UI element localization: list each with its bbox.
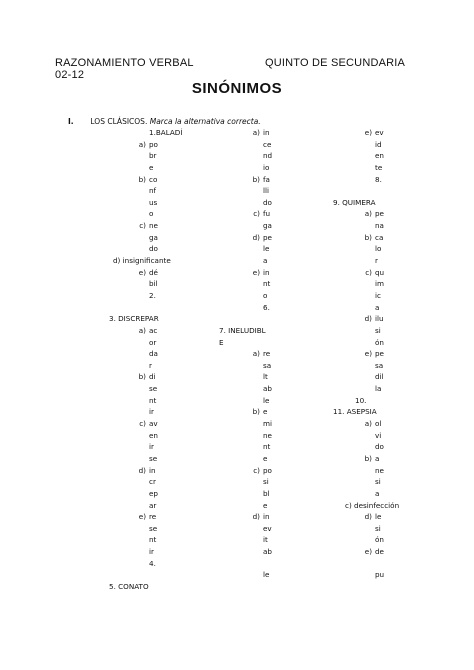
exercise-line xyxy=(263,290,272,302)
exercise-line xyxy=(139,220,182,232)
question-text: e xyxy=(149,162,154,172)
exercise-line xyxy=(375,255,399,267)
question-text: si xyxy=(375,523,381,533)
question-text: us xyxy=(149,197,158,207)
exercise-line xyxy=(375,185,399,197)
exercise-line xyxy=(263,488,272,500)
question-text: it xyxy=(263,535,268,545)
exercise-line xyxy=(219,325,272,337)
exercise-line xyxy=(149,395,182,407)
question-text: da xyxy=(149,349,158,359)
option-text-fragment: re xyxy=(263,349,271,359)
option-text-fragment: pe xyxy=(375,349,384,359)
exercise-line xyxy=(149,197,182,209)
exercise-line xyxy=(263,430,272,442)
option-letter: a) xyxy=(252,349,260,359)
exercise-line xyxy=(375,150,399,162)
question-text: id xyxy=(375,139,382,149)
exercise-line xyxy=(263,255,272,267)
exercise-line xyxy=(364,313,399,325)
option-letter: a) xyxy=(138,139,146,149)
question-text: r xyxy=(149,360,152,370)
exercise-line xyxy=(149,290,182,302)
exercise-line xyxy=(263,162,272,174)
exercise-line xyxy=(263,139,272,151)
exercise-column-3 xyxy=(333,127,400,581)
exercise-line xyxy=(263,453,272,465)
exercise-line xyxy=(375,325,399,337)
question-text: ga xyxy=(263,221,272,231)
question-text: r xyxy=(375,256,378,266)
question-text: c) desinfección xyxy=(345,500,400,510)
option-letter: d) xyxy=(364,314,372,324)
exercise-line xyxy=(109,313,182,325)
question-text: ir xyxy=(149,442,154,452)
exercise-line xyxy=(149,337,182,349)
option-letter: c) xyxy=(365,267,372,277)
question-text: ir xyxy=(149,407,154,417)
exercise-line xyxy=(149,441,182,453)
option-letter: c) xyxy=(253,465,260,475)
question-text: 10. xyxy=(355,395,367,405)
option-text-fragment: pe xyxy=(375,209,384,219)
option-letter: a) xyxy=(138,325,146,335)
option-letter: a) xyxy=(252,128,260,137)
question-text: ón xyxy=(375,535,384,545)
question-text: o xyxy=(149,209,154,219)
exercise-line xyxy=(263,546,272,558)
question-text: la xyxy=(375,384,382,394)
option-text-fragment: a xyxy=(375,453,380,463)
exercise-line xyxy=(364,348,399,360)
question-text: ab xyxy=(263,547,272,557)
exercise-line xyxy=(138,371,182,383)
exercise-line xyxy=(263,383,272,395)
exercise-line xyxy=(149,127,182,139)
question-text: te xyxy=(375,162,383,172)
option-text-fragment: fu xyxy=(263,209,271,219)
question-text: do xyxy=(263,197,272,207)
question-text: 1.BALADÍ xyxy=(149,128,183,137)
question-text: en xyxy=(149,430,158,440)
question-text: e xyxy=(263,500,268,510)
question-text: a xyxy=(375,302,380,312)
exercise-line xyxy=(149,185,182,197)
exercise-line xyxy=(253,208,272,220)
exercise-line xyxy=(333,406,399,418)
option-text-fragment: ol xyxy=(375,419,382,429)
question-text: a xyxy=(263,256,268,266)
question-text: E xyxy=(219,337,224,347)
question-text: 3. DISCREPAR xyxy=(109,314,159,324)
question-text: pu xyxy=(375,570,385,580)
option-letter: e) xyxy=(138,512,146,522)
option-letter: a) xyxy=(364,419,372,429)
option-letter: b) xyxy=(252,407,260,417)
exercise-line xyxy=(263,418,272,430)
exercise-line xyxy=(375,569,399,581)
question-text: nt xyxy=(149,535,157,545)
exercise-line xyxy=(219,337,272,349)
option-letter: d) xyxy=(252,512,260,522)
question-text: 11. ASEPSIA xyxy=(333,407,377,417)
exercise-line xyxy=(364,453,399,465)
exercise-line xyxy=(375,558,399,570)
exercise-line xyxy=(355,395,399,407)
question-text: nt xyxy=(263,442,271,452)
question-text: ic xyxy=(375,290,381,300)
question-text: si xyxy=(375,477,381,487)
exercise-line xyxy=(375,441,399,453)
question-text: le xyxy=(263,395,270,405)
question-text: ón xyxy=(375,337,384,347)
exercise-line xyxy=(149,302,182,314)
exercise-line xyxy=(149,500,182,512)
exercise-line xyxy=(375,139,399,151)
exercise-line xyxy=(113,255,182,267)
question-text: 7. INELUDIBL xyxy=(219,325,266,335)
option-letter: b) xyxy=(364,453,372,463)
exercise-line xyxy=(149,569,182,581)
question-text: cr xyxy=(149,477,156,487)
exercise-line xyxy=(139,418,182,430)
exercise-column-2 xyxy=(219,127,273,581)
exercise-line xyxy=(252,232,272,244)
exercise-line xyxy=(375,430,399,442)
exercise-line xyxy=(375,534,399,546)
option-letter: b) xyxy=(138,174,146,184)
question-text: le xyxy=(263,244,270,254)
exercise-line xyxy=(365,267,399,279)
exercise-line xyxy=(263,185,272,197)
option-text-fragment: ac xyxy=(149,325,158,335)
exercise-line xyxy=(149,406,182,418)
option-letter: d) xyxy=(364,512,372,522)
exercise-line xyxy=(375,174,399,186)
question-text: bil xyxy=(149,279,158,289)
exercise-line xyxy=(345,500,399,512)
exercise-line xyxy=(149,232,182,244)
question-text: br xyxy=(149,151,157,161)
option-text-fragment: in xyxy=(263,512,270,522)
exercise-line xyxy=(252,174,272,186)
question-text: or xyxy=(149,337,157,347)
header-subject: RAZONAMIENTO VERBAL xyxy=(55,57,194,69)
exercise-line xyxy=(263,534,272,546)
option-text-fragment: av xyxy=(149,419,158,429)
exercise-line xyxy=(263,313,272,325)
question-text: nd xyxy=(263,151,273,161)
option-text-fragment: re xyxy=(149,512,157,522)
header-code: 02-12 xyxy=(55,69,85,81)
exercise-line xyxy=(149,430,182,442)
question-text: ne xyxy=(263,430,272,440)
exercise-line xyxy=(138,325,182,337)
option-letter: c) xyxy=(253,209,260,219)
exercise-line xyxy=(263,243,272,255)
question-text: lo xyxy=(375,244,382,254)
exercise-column-1 xyxy=(109,127,183,593)
exercise-line xyxy=(138,174,182,186)
option-letter: b) xyxy=(252,174,260,184)
option-text-fragment: in xyxy=(263,267,270,277)
option-text-fragment: po xyxy=(149,139,158,149)
exercise-line xyxy=(263,569,272,581)
exercise-line xyxy=(263,278,272,290)
exercise-line xyxy=(149,558,182,570)
exercise-line xyxy=(375,220,399,232)
question-text: en xyxy=(375,151,384,161)
question-text: lt xyxy=(263,372,268,382)
question-text: se xyxy=(149,384,158,394)
exercise-line xyxy=(364,232,399,244)
exercise-line xyxy=(364,546,399,558)
question-text: io xyxy=(263,162,270,172)
question-text: bl xyxy=(263,488,270,498)
exercise-line xyxy=(375,383,399,395)
exercise-line xyxy=(375,488,399,500)
option-letter: d) xyxy=(252,232,260,242)
option-letter: b) xyxy=(138,372,146,382)
question-text: si xyxy=(375,325,381,335)
exercise-line xyxy=(375,243,399,255)
section-name: LOS CLÁSICOS. xyxy=(90,117,148,126)
exercise-line xyxy=(263,197,272,209)
question-text: 2. xyxy=(149,290,156,300)
exercise-line xyxy=(375,371,399,383)
exercise-line xyxy=(263,150,272,162)
exercise-line xyxy=(109,581,182,593)
exercise-line xyxy=(149,360,182,372)
exercise-line xyxy=(375,290,399,302)
exercise-line xyxy=(138,465,182,477)
exercise-line xyxy=(149,243,182,255)
exercise-line xyxy=(375,476,399,488)
question-text: lli xyxy=(263,186,269,196)
exercise-line xyxy=(263,360,272,372)
exercise-line xyxy=(263,441,272,453)
question-text: 5. CONATO xyxy=(109,581,149,591)
exercise-line xyxy=(263,523,272,535)
exercise-line xyxy=(364,511,399,523)
page-title: SINÓNIMOS xyxy=(191,80,283,97)
exercise-line xyxy=(149,162,182,174)
option-text-fragment: po xyxy=(263,465,272,475)
exercise-line xyxy=(252,348,272,360)
exercise-line xyxy=(252,127,272,139)
question-text: ne xyxy=(375,465,384,475)
exercise-line xyxy=(364,418,399,430)
header-grade: QUINTO DE SECUNDARIA xyxy=(265,57,406,69)
question-text: e xyxy=(263,453,268,463)
question-text: d) insignificante xyxy=(113,256,171,266)
exercise-line xyxy=(149,523,182,535)
option-text-fragment: ev xyxy=(375,128,384,137)
exercise-line xyxy=(375,278,399,290)
option-text-fragment: ilu xyxy=(375,314,384,324)
option-letter: e) xyxy=(364,547,372,557)
option-text-fragment: qu xyxy=(375,267,385,277)
question-text: ev xyxy=(263,523,272,533)
option-text-fragment: le xyxy=(375,512,382,522)
exercise-line xyxy=(263,500,272,512)
question-text: 9. QUIMERA xyxy=(333,197,376,207)
question-text: ir xyxy=(149,547,154,557)
option-text-fragment: co xyxy=(149,174,158,184)
exercise-line xyxy=(263,302,272,314)
exercise-line xyxy=(138,511,182,523)
exercise-line xyxy=(149,546,182,558)
option-letter: b) xyxy=(364,232,372,242)
exercise-line xyxy=(149,150,182,162)
exercise-line xyxy=(149,348,182,360)
option-text-fragment: in xyxy=(263,128,270,137)
exercise-line xyxy=(263,395,272,407)
exercise-line xyxy=(149,476,182,488)
question-text: si xyxy=(263,477,269,487)
exercise-line xyxy=(375,162,399,174)
exercise-line xyxy=(375,360,399,372)
option-text-fragment: pe xyxy=(263,232,272,242)
exercise-line xyxy=(149,534,182,546)
question-text: mi xyxy=(263,419,272,429)
question-text: ab xyxy=(263,384,272,394)
option-text-fragment: in xyxy=(149,465,156,475)
instruction-line xyxy=(68,117,261,126)
option-letter: e) xyxy=(364,128,372,137)
option-text-fragment: dé xyxy=(149,267,158,277)
question-text: se xyxy=(149,453,158,463)
question-text: ga xyxy=(149,232,158,242)
instruction-text: Marca la alternativa correcta. xyxy=(149,117,261,126)
option-letter: c) xyxy=(139,221,146,231)
exercise-line xyxy=(364,208,399,220)
question-text: 4. xyxy=(149,558,156,568)
option-letter: e) xyxy=(364,349,372,359)
question-text: do xyxy=(375,442,384,452)
exercise-line xyxy=(375,302,399,314)
exercise-line xyxy=(263,371,272,383)
exercise-line xyxy=(375,337,399,349)
exercise-line xyxy=(263,220,272,232)
option-text-fragment: ne xyxy=(149,221,158,231)
exercise-line xyxy=(138,267,182,279)
exercise-line xyxy=(252,267,272,279)
question-text: le xyxy=(263,570,270,580)
option-text-fragment: ca xyxy=(375,232,384,242)
exercise-line xyxy=(149,278,182,290)
question-text: ar xyxy=(149,500,157,510)
option-letter: a) xyxy=(364,209,372,219)
question-text: nf xyxy=(149,186,157,196)
exercise-line xyxy=(253,465,272,477)
question-text: ce xyxy=(263,139,272,149)
question-text: na xyxy=(375,221,384,231)
option-letter: e) xyxy=(138,267,146,277)
question-text: nt xyxy=(149,395,157,405)
question-text: nt xyxy=(263,279,271,289)
question-text: o xyxy=(263,290,268,300)
exercise-line xyxy=(375,523,399,535)
option-text-fragment: de xyxy=(375,547,384,557)
question-text: im xyxy=(375,279,384,289)
option-letter: c) xyxy=(139,419,146,429)
exercise-line xyxy=(333,197,399,209)
section-number: I. xyxy=(68,117,74,126)
exercise-line xyxy=(149,383,182,395)
question-text: sa xyxy=(263,360,272,370)
question-text: a xyxy=(375,488,380,498)
question-text: ep xyxy=(149,488,158,498)
exercise-line xyxy=(263,558,272,570)
question-text: dil xyxy=(375,372,384,382)
option-letter: e) xyxy=(252,267,260,277)
question-text: 8. xyxy=(375,174,382,184)
exercise-line xyxy=(252,406,272,418)
question-text: do xyxy=(149,244,158,254)
exercise-line xyxy=(149,488,182,500)
option-text-fragment: di xyxy=(149,372,156,382)
option-letter: d) xyxy=(138,465,146,475)
exercise-line xyxy=(252,511,272,523)
question-text: se xyxy=(149,523,158,533)
question-text: vi xyxy=(375,430,382,440)
exercise-line xyxy=(149,208,182,220)
exercise-line xyxy=(364,127,399,139)
option-text-fragment: fa xyxy=(263,174,270,184)
exercise-line xyxy=(375,465,399,477)
question-text: sa xyxy=(375,360,384,370)
exercise-line xyxy=(263,476,272,488)
exercise-line xyxy=(149,453,182,465)
exercise-line xyxy=(138,139,182,151)
option-text-fragment: e xyxy=(263,407,268,417)
question-text: 6. xyxy=(263,302,270,312)
